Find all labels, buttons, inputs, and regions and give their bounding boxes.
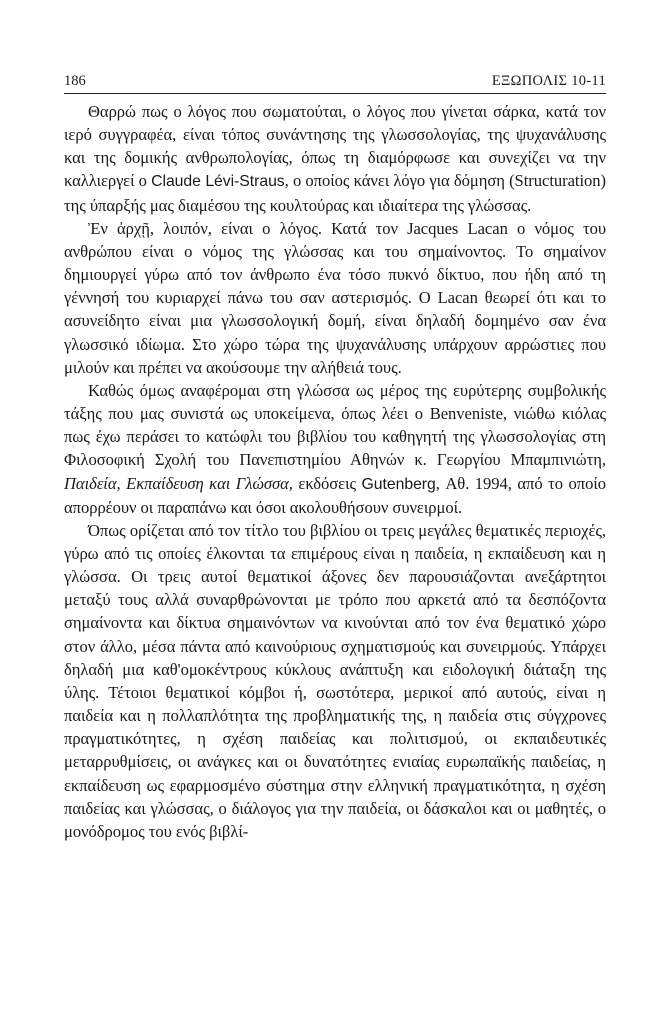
paragraph-1-text-c: , ο οποίος κάνει λόγο για δόμηση (Structuration) της ύπαρξής μας διαμέσου της κουλτούρας και ιδιαίτερα της γλώσσας.: [64, 171, 607, 215]
paragraph-2: Ἐν ἀρχῇ, λοιπόν, είναι ο λόγος. Κατά τον Jacques Lacan ο νόμος του ανθρώπου είναι ο νόμος της γλώσσας και του σημαίνοντος. Το σημαίνον δημιουργεί γύρω από τον άνθρωπο ένα τόσο πυκνό δίκτυο, που ήδη από τη γέννησή του κυριαρχεί πάνω του σαν αστερισμός. Ο Lacan θεωρεί ότι και το ασυνείδητο είναι μια γλωσσολογική δομή, είναι δηλαδή δομημένο σαν ένα γλωσσικό ιδίωμα. Στο χώρο τώρα της ψυχανάλυσης υπάρχουν αρρώστιες που μιλούν και πρέπει να ακούσουμε την αλήθειά τους.: [64, 218, 606, 377]
running-header: [64, 68, 606, 94]
paragraph-4: Όπως ορίζεται από τον τίτλο του βιβλίου οι τρεις μεγάλες θεματικές περιοχές, γύρω από τις οποίες έλκονται τα επιμέρους είναι η παιδεία, η εκπαίδευση και η γλώσσα. Οι τρεις αυτοί θεματικοί άξονες δεν παρουσιάζονται ανεξάρτητοι μεταξύ τους αλλά συναρθρώνονται με τρόπο που αρκετά από τα δεσπόζοντα σημαίνοντα και δίκτυα σημαινόντων να κινούνται από τον ένα θεματικό χώρο στον άλλο, μέσα πάντα από καινούριους σχηματισμούς και συνειρμούς. Υπάρχει δηλαδή μια καθ'ομοκέντρους κύκλους ανάπτυξη και ειδολογική διάταξη της ύλης. Τέτοιοι θεματικοί κόμβοι ή, σωστότερα, μερικοί από αυτούς, είναι η παιδεία και η πολλαπλότητα της προβληματικής της, η παιδεία στις σύγχρονες πραγματικότητες, η σχέση παιδείας και πολιτισμού, οι εκπαιδευτικές μεταρρυθμίσεις, οι ανάγκες και οι δυνατότητες ενιαίας ευρωπαϊκής παιδείας, η εκπαίδευση ως εφαρμοσμένο σύστημα στην ελληνική πραγματικότητα, η σχέση παιδείας και γλώσσας, ο διάλογος για την παιδεία, οι δάσκαλοι και οι μαθητές, ο μονόδρομος του ενός βιβλί-: [64, 520, 606, 841]
book-title: Παιδεία, Εκπαίδευση και Γλώσσα: [64, 473, 289, 493]
paragraph-3-text-a: Καθώς όμως αναφέρομαι στη γλώσσα ως μέρος της ευρύτερης συμβολικής τάξης που μας συνιστά ως υποκείμενα, όπως λέει ο Benveniste, νιώθω κιόλας πως έχω περάσει το κατώφλι του βιβλίου του καθηγητή της γλωσσολογίας στη Φιλοσοφική Σχολή του Πανεπιστημίου Αθηνών κ. Γεωργίου Μπαμπινιώτη,: [64, 380, 606, 470]
page-number: 186: [64, 73, 86, 89]
body-text: [64, 100, 606, 843]
paragraph-1-text-a: Θαρρώ πως ο λόγος που σωματούται, ο λόγος που γίνεται σάρκα, κατά τον ιερό συγγραφέα, είναι τόπος συνάντησης της γλωσσολογίας, της ψυχανάλυσης και της δομικής ανθρωπολογίας, όπως τη διαμόρφωσε και συνεχίζει να την καλλιεργεί ο: [64, 102, 606, 191]
publisher-name: Gutenberg: [361, 475, 436, 493]
author-name-levi-strauss: Claude Lévi-Straus: [151, 173, 285, 191]
running-title: ΕΞΩΠΟΛΙΣ 10-11: [491, 73, 606, 89]
paragraph-3-text-c: , εκδόσεις: [288, 473, 362, 493]
paragraph-1: [64, 100, 606, 217]
paragraph-3-text-e: , Αθ. 1994, από το οποίο απορρέουν οι παραπάνω και όσοι ακολουθήσουν συνειρμοί.: [64, 473, 606, 517]
paragraph-3: [64, 379, 606, 519]
